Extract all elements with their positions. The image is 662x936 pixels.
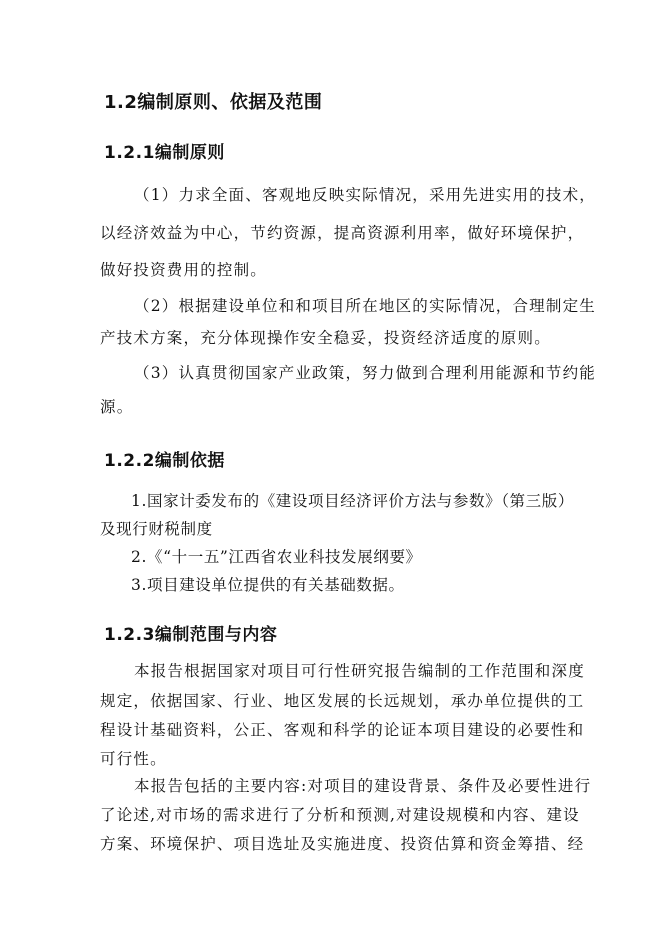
principles-line: 源。 — [100, 398, 134, 416]
scope-line: 了论述,对市场的需求进行了分析和预测,对建设规模和内容、建设 — [100, 806, 580, 824]
scope-heading: 1.2.3编制范围与内容 — [104, 625, 278, 645]
scope-line: 方案、环境保护、项目选址及实施进度、投资估算和资金筹措、经 — [100, 835, 585, 853]
scope-line: 可行性。 — [100, 750, 167, 768]
scope-line: 规定，依据国家、行业、地区发展的长远规划，承办单位提供的工 — [100, 692, 585, 710]
principles-line: 以经济效益为中心，节约资源，提高资源利用率，做好环境保护， — [100, 224, 585, 242]
basis-line: 及现行财税制度 — [100, 520, 213, 538]
basis-line: 1.国家计委发布的《建设项目经济评价方法与参数》（第三版） — [131, 492, 574, 510]
principles-line: （1）力求全面、客观地反映实际情况，采用先进实用的技术， — [134, 186, 596, 204]
scope-line: 本报告包括的主要内容:对项目的建设背景、条件及必要性进行 — [134, 777, 592, 795]
principles-line: 产技术方案，充分体现操作安全稳妥，投资经济适度的原则。 — [100, 329, 551, 347]
basis-line: 3.项目建设单位提供的有关基础数据。 — [131, 576, 405, 594]
scope-line: 程设计基础资料，公正、客观和科学的论证本项目建设的必要性和 — [100, 721, 585, 739]
section-title: 1.2编制原则、依据及范围 — [104, 92, 323, 113]
principles-line: （3）认真贯彻国家产业政策，努力做到合理利用能源和节约能 — [134, 364, 596, 382]
principles-line: （2）根据建设单位和和项目所在地区的实际情况，合理制定生 — [134, 297, 596, 315]
scope-line: 本报告根据国家对项目可行性研究报告编制的工作范围和深度 — [134, 662, 585, 680]
basis-heading: 1.2.2编制依据 — [104, 451, 225, 471]
principles-line: 做好投资费用的控制。 — [100, 261, 268, 279]
principles-heading: 1.2.1编制原则 — [104, 143, 225, 163]
basis-line: 2.《“十一五”江西省农业科技发展纲要》 — [131, 548, 422, 566]
